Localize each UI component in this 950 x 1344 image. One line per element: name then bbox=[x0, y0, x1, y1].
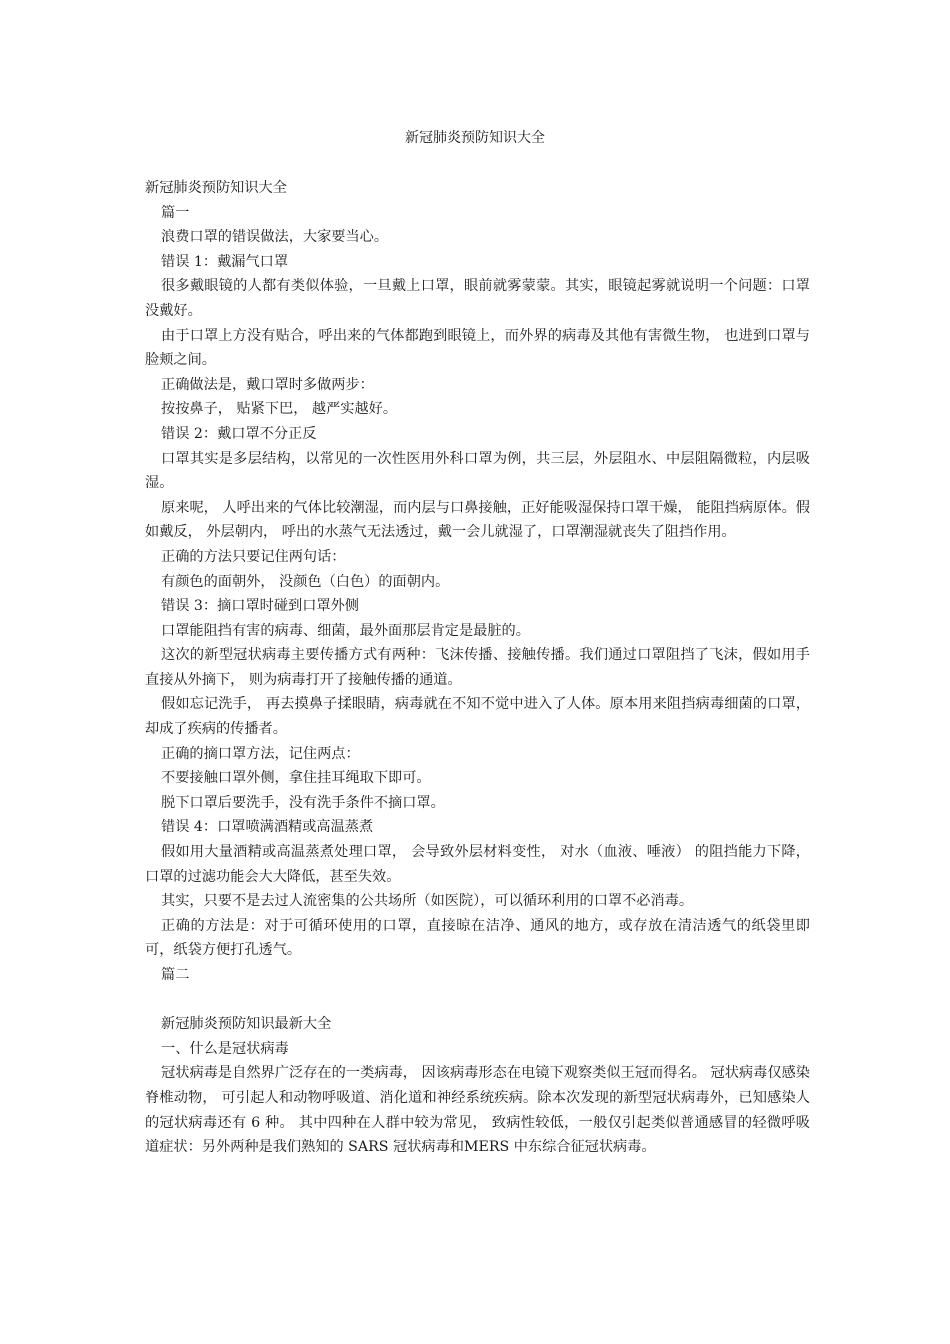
paragraph: 错误 4：口罩喷满酒精或高温蒸煮 bbox=[161, 819, 374, 836]
paragraph: 冠状病毒是自然界广泛存在的一类病毒， 因该病毒形态在电镜下观察类似王冠而得名。 冠状病毒仅感染脊椎动物， 可引起人和动物呼吸道、消化道和神经系统疾病。除本次发现的新型冠状病毒外，已知感染人的冠状病毒还有 6 种。 其中四种在人群中较为常见， 致病性较低，一般仅引起类似普通感冒的轻微呼吸道症状：另外两种是我们熟知的 SARS 冠状病毒和MERS 中东综合征冠状病毒。 bbox=[145, 1065, 810, 1156]
paragraph: 有颜色的面朝外， 没颜色（白色）的面朝内。 bbox=[161, 573, 450, 590]
paragraph: 错误 3：摘口罩时碰到口罩外侧 bbox=[161, 598, 359, 615]
paragraph: 很多戴眼镜的人都有类似体验，一旦戴上口罩，眼前就雾蒙蒙。其实，眼镜起雾就说明一个问题：口罩没戴好。 bbox=[145, 278, 810, 319]
paragraph: 这次的新型冠状病毒主要传播方式有两种：飞沫传播、接触传播。我们通过口罩阻挡了飞沫，假如用手直接从外摘下， 则为病毒打开了接触传播的通道。 bbox=[145, 647, 810, 688]
document-title: 新冠肺炎预防知识大全 bbox=[405, 130, 545, 146]
paragraph: 篇二 bbox=[161, 967, 190, 983]
paragraph: 口罩能阻挡有害的病毒、细菌，最外面那层肯定是最脏的。 bbox=[161, 622, 530, 639]
paragraph: 一、什么是冠状病毒 bbox=[161, 1040, 289, 1057]
paragraph: 错误 2：戴口罩不分正反 bbox=[161, 425, 317, 442]
paragraph: 正确的摘口罩方法，记住两点： bbox=[161, 745, 360, 762]
paragraph: 脱下口罩后要洗手，没有洗手条件不摘口罩。 bbox=[161, 794, 445, 811]
paragraph: 浪费口罩的错误做法，大家要当心。 bbox=[161, 229, 389, 246]
paragraph: 由于口罩上方没有贴合，呼出来的气体都跑到眼镜上，而外界的病毒及其他有害微生物， 也进到口罩与脸颊之间。 bbox=[145, 327, 810, 369]
document-body bbox=[145, 176, 810, 1160]
paragraph: 假如忘记洗手， 再去摸鼻子揉眼睛，病毒就在不知不觉中进入了人体。原本用来阻挡病毒细菌的口罩，却成了疾病的传播者。 bbox=[145, 696, 810, 738]
paragraph: 正确做法是，戴口罩时多做两步： bbox=[161, 376, 374, 393]
paragraph: 正确的方法只要记住两句话： bbox=[161, 548, 346, 565]
paragraph: 按按鼻子， 贴紧下巴， 越严实越好。 bbox=[161, 401, 398, 418]
paragraph: 假如用大量酒精或高温蒸煮处理口罩， 会导致外层材料变性， 对水（血液、唾液） 的阻挡能力下降，口罩的过滤功能会大大降低，甚至失效。 bbox=[145, 844, 810, 885]
paragraph: 新冠肺炎预防知识大全 bbox=[145, 180, 287, 196]
paragraph: 口罩其实是多层结构，以常见的一次性医用外科口罩为例，共三层，外层阻水、中层阻隔微粒，内层吸湿。 bbox=[145, 450, 810, 492]
paragraph: 原来呢， 人呼出来的气体比较潮湿，而内层与口鼻接触，正好能吸湿保持口罩干燥， 能阻挡病原体。假如戴反， 外层朝内， 呼出的水蒸气无法透过，戴一会儿就湿了，口罩潮湿就丧失了阻挡作用。 bbox=[145, 499, 810, 541]
paragraph: 错误 1：戴漏气口罩 bbox=[161, 253, 289, 270]
paragraph bbox=[145, 988, 810, 1013]
paragraph: 新冠肺炎预防知识最新大全 bbox=[161, 1016, 332, 1033]
paragraph: 正确的方法是：对于可循环使用的口罩，直接晾在洁净、通风的地方，或存放在清洁透气的纸袋里即可，纸袋方便打孔透气。 bbox=[145, 917, 810, 959]
paragraph: 篇一 bbox=[161, 204, 190, 221]
paragraph: 不要接触口罩外侧，拿住挂耳绳取下即可。 bbox=[161, 770, 431, 787]
paragraph: 其实，只要不是去过人流密集的公共场所（如医院），可以循环利用的口罩不必消毒。 bbox=[161, 893, 694, 910]
